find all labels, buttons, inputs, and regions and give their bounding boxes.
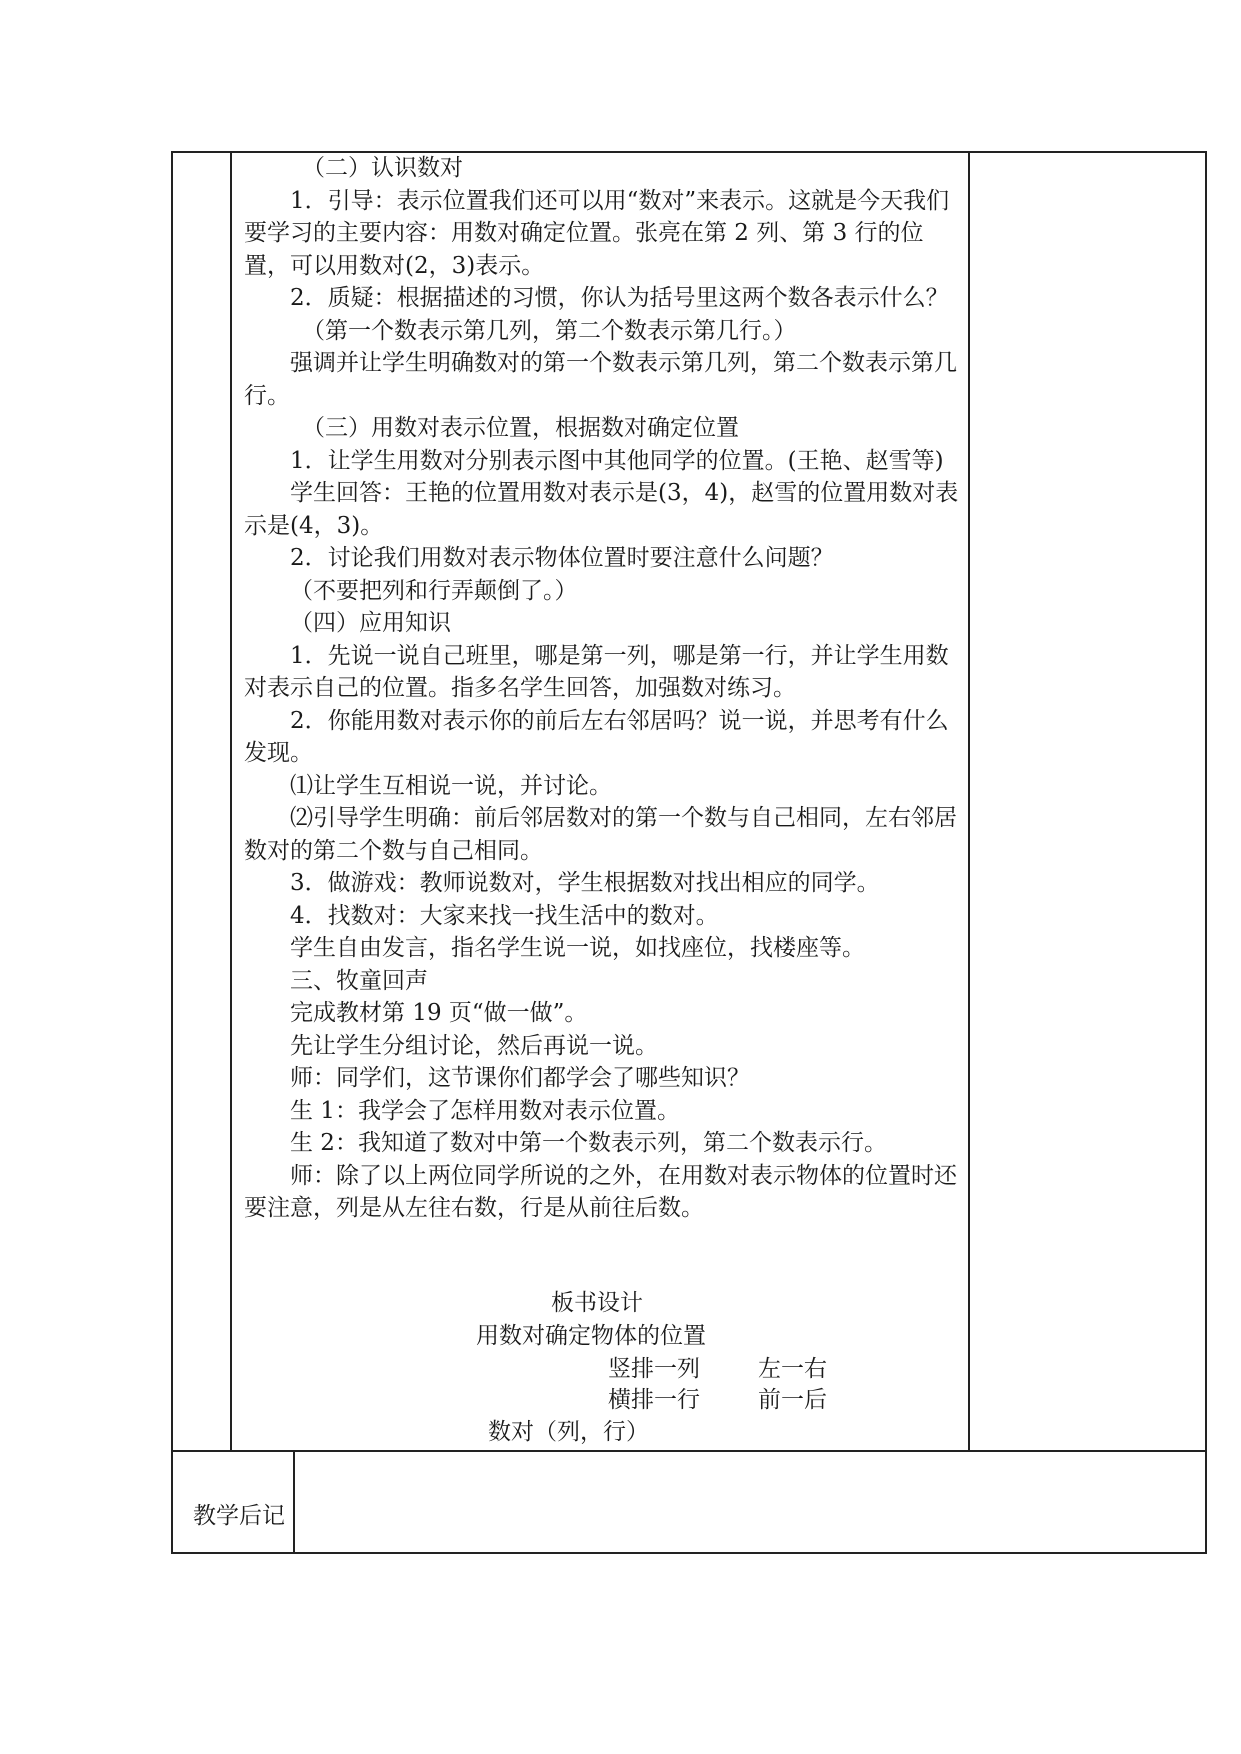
- content-paragraph: （不要把列和行弄颠倒了。）: [290, 577, 578, 604]
- content-paragraph: 学生回答：王艳的位置用数对表示是(3，4)，赵雪的位置用数对表示是(4，3)。: [244, 480, 959, 539]
- table-right-border: [1205, 151, 1207, 1553]
- content-paragraph: （四）应用知识: [290, 610, 451, 636]
- content-paragraph: 师：除了以上两位同学所说的之外，在用数对表示物体的位置时还要注意，列是从左往右数，行是从前往后数。: [244, 1162, 957, 1221]
- table-inner-divider-right: [968, 151, 970, 1451]
- content-paragraph: 先让学生分组讨论，然后再说一说。: [290, 1032, 658, 1059]
- board-row1-left: 竖排一列: [608, 1356, 700, 1382]
- content-paragraph: 三、牧童回声: [290, 967, 428, 994]
- content-paragraph: 2．讨论我们用数对表示物体位置时要注意什么问题？: [290, 545, 834, 571]
- content-paragraph: （三）用数对表示位置，根据数对确定位置: [302, 415, 739, 441]
- board-row1-right: 左一右: [758, 1356, 827, 1382]
- content-paragraph: 1．让学生用数对分别表示图中其他同学的位置。(王艳、赵雪等): [290, 447, 944, 474]
- board-formula: 数对（列，行）: [488, 1419, 649, 1445]
- content-paragraph: 3．做游戏：教师说数对，学生根据数对找出相应的同学。: [290, 870, 880, 896]
- content-paragraph: ⑵引导学生明确：前后邻居数对的第一个数与自己相同，左右邻居数对的第二个数与自己相同。: [244, 805, 957, 864]
- content-paragraph: 1．先说一说自己班里，哪是第一列，哪是第一行，并让学生用数对表示自己的位置。指多名学生回答，加强数对练习。: [244, 642, 949, 701]
- afterword-label: 教学后记: [193, 1503, 285, 1529]
- content-paragraph: 2．质疑：根据描述的习惯，你认为括号里这两个数各表示什么？: [290, 285, 949, 311]
- table-bottom-border: [171, 1552, 1207, 1554]
- lesson-content: [244, 152, 964, 1225]
- content-paragraph: 生 1：我学会了怎样用数对表示位置。: [290, 1097, 680, 1124]
- content-paragraph: 完成教材第 19 页“做一做”。: [290, 1000, 588, 1026]
- board-title: 用数对确定物体的位置: [476, 1323, 706, 1349]
- content-paragraph: 师：同学们，这节课你们都学会了哪些知识？: [290, 1065, 750, 1091]
- content-paragraph: 学生自由发言，指名学生说一说，如找座位，找楼座等。: [290, 935, 865, 961]
- content-paragraph: 4．找数对：大家来找一找生活中的数对。: [290, 902, 719, 929]
- content-paragraph: 生 2：我知道了数对中第一个数表示列，第二个数表示行。: [290, 1130, 887, 1156]
- content-paragraph: 强调并让学生明确数对的第一个数表示第几列，第二个数表示第几行。: [244, 350, 957, 409]
- row-separator: [171, 1450, 1207, 1452]
- table-left-border: [171, 151, 173, 1553]
- content-paragraph: ⑴让学生互相说一说，并讨论。: [290, 772, 612, 799]
- board-heading: 板书设计: [551, 1290, 643, 1316]
- content-paragraph: （二）认识数对: [302, 155, 463, 181]
- content-paragraph: 1．引导：表示位置我们还可以用“数对”来表示。这就是今天我们要学习的主要内容：用数对确定位置。张亮在第 2 列、第 3 行的位置，可以用数对(2，3)表示。: [244, 187, 950, 279]
- content-paragraph: 2．你能用数对表示你的前后左右邻居吗？说一说，并思考有什么发现。: [244, 707, 949, 766]
- table-inner-divider-left: [230, 151, 232, 1451]
- content-paragraph: （第一个数表示第几列，第二个数表示第几行。）: [302, 317, 797, 344]
- board-row2-right: 前一后: [758, 1387, 827, 1413]
- board-row2-left: 横排一行: [608, 1387, 700, 1413]
